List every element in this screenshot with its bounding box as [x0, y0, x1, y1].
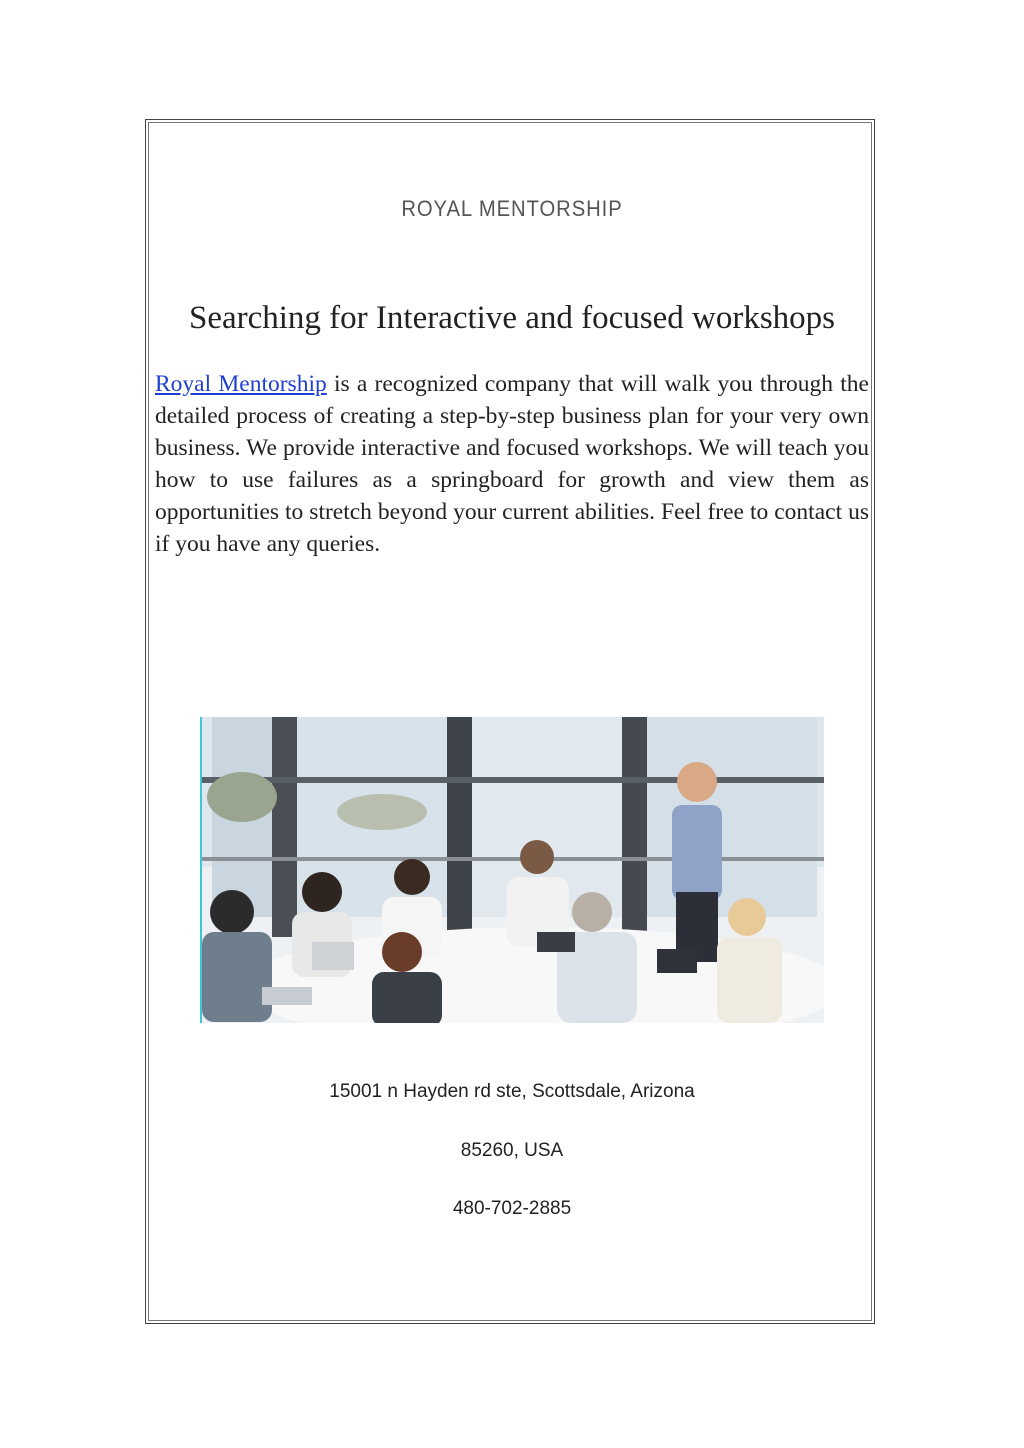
address-line-2: 85260, USA [460, 1140, 564, 1161]
intro-paragraph [155, 368, 869, 560]
page-title: Searching for Interactive and focused workshops [188, 300, 836, 336]
phone-number: 480-702-2885 [452, 1198, 572, 1219]
workshop-meeting-image [202, 717, 824, 1023]
intro-paragraph-text: is a recognized company that will walk you through the detailed process of creating a step-by-step business plan for your very own business. We provide interactive and focused workshops. We will teach you how to use failures as a springboard for growth and view them as opportunities to stretch beyond your current abilities. Feel free to contact us if you have any queries. [155, 371, 869, 557]
royal-mentorship-link[interactable]: Royal Mentorship [155, 371, 327, 397]
logo-text: ROYAL MENTORSHIP [401, 196, 623, 221]
address-line-1: 15001 n Hayden rd ste, Scottsdale, Arizona [329, 1081, 695, 1102]
workshop-photo [200, 717, 824, 1023]
company-logo [41, 196, 983, 222]
